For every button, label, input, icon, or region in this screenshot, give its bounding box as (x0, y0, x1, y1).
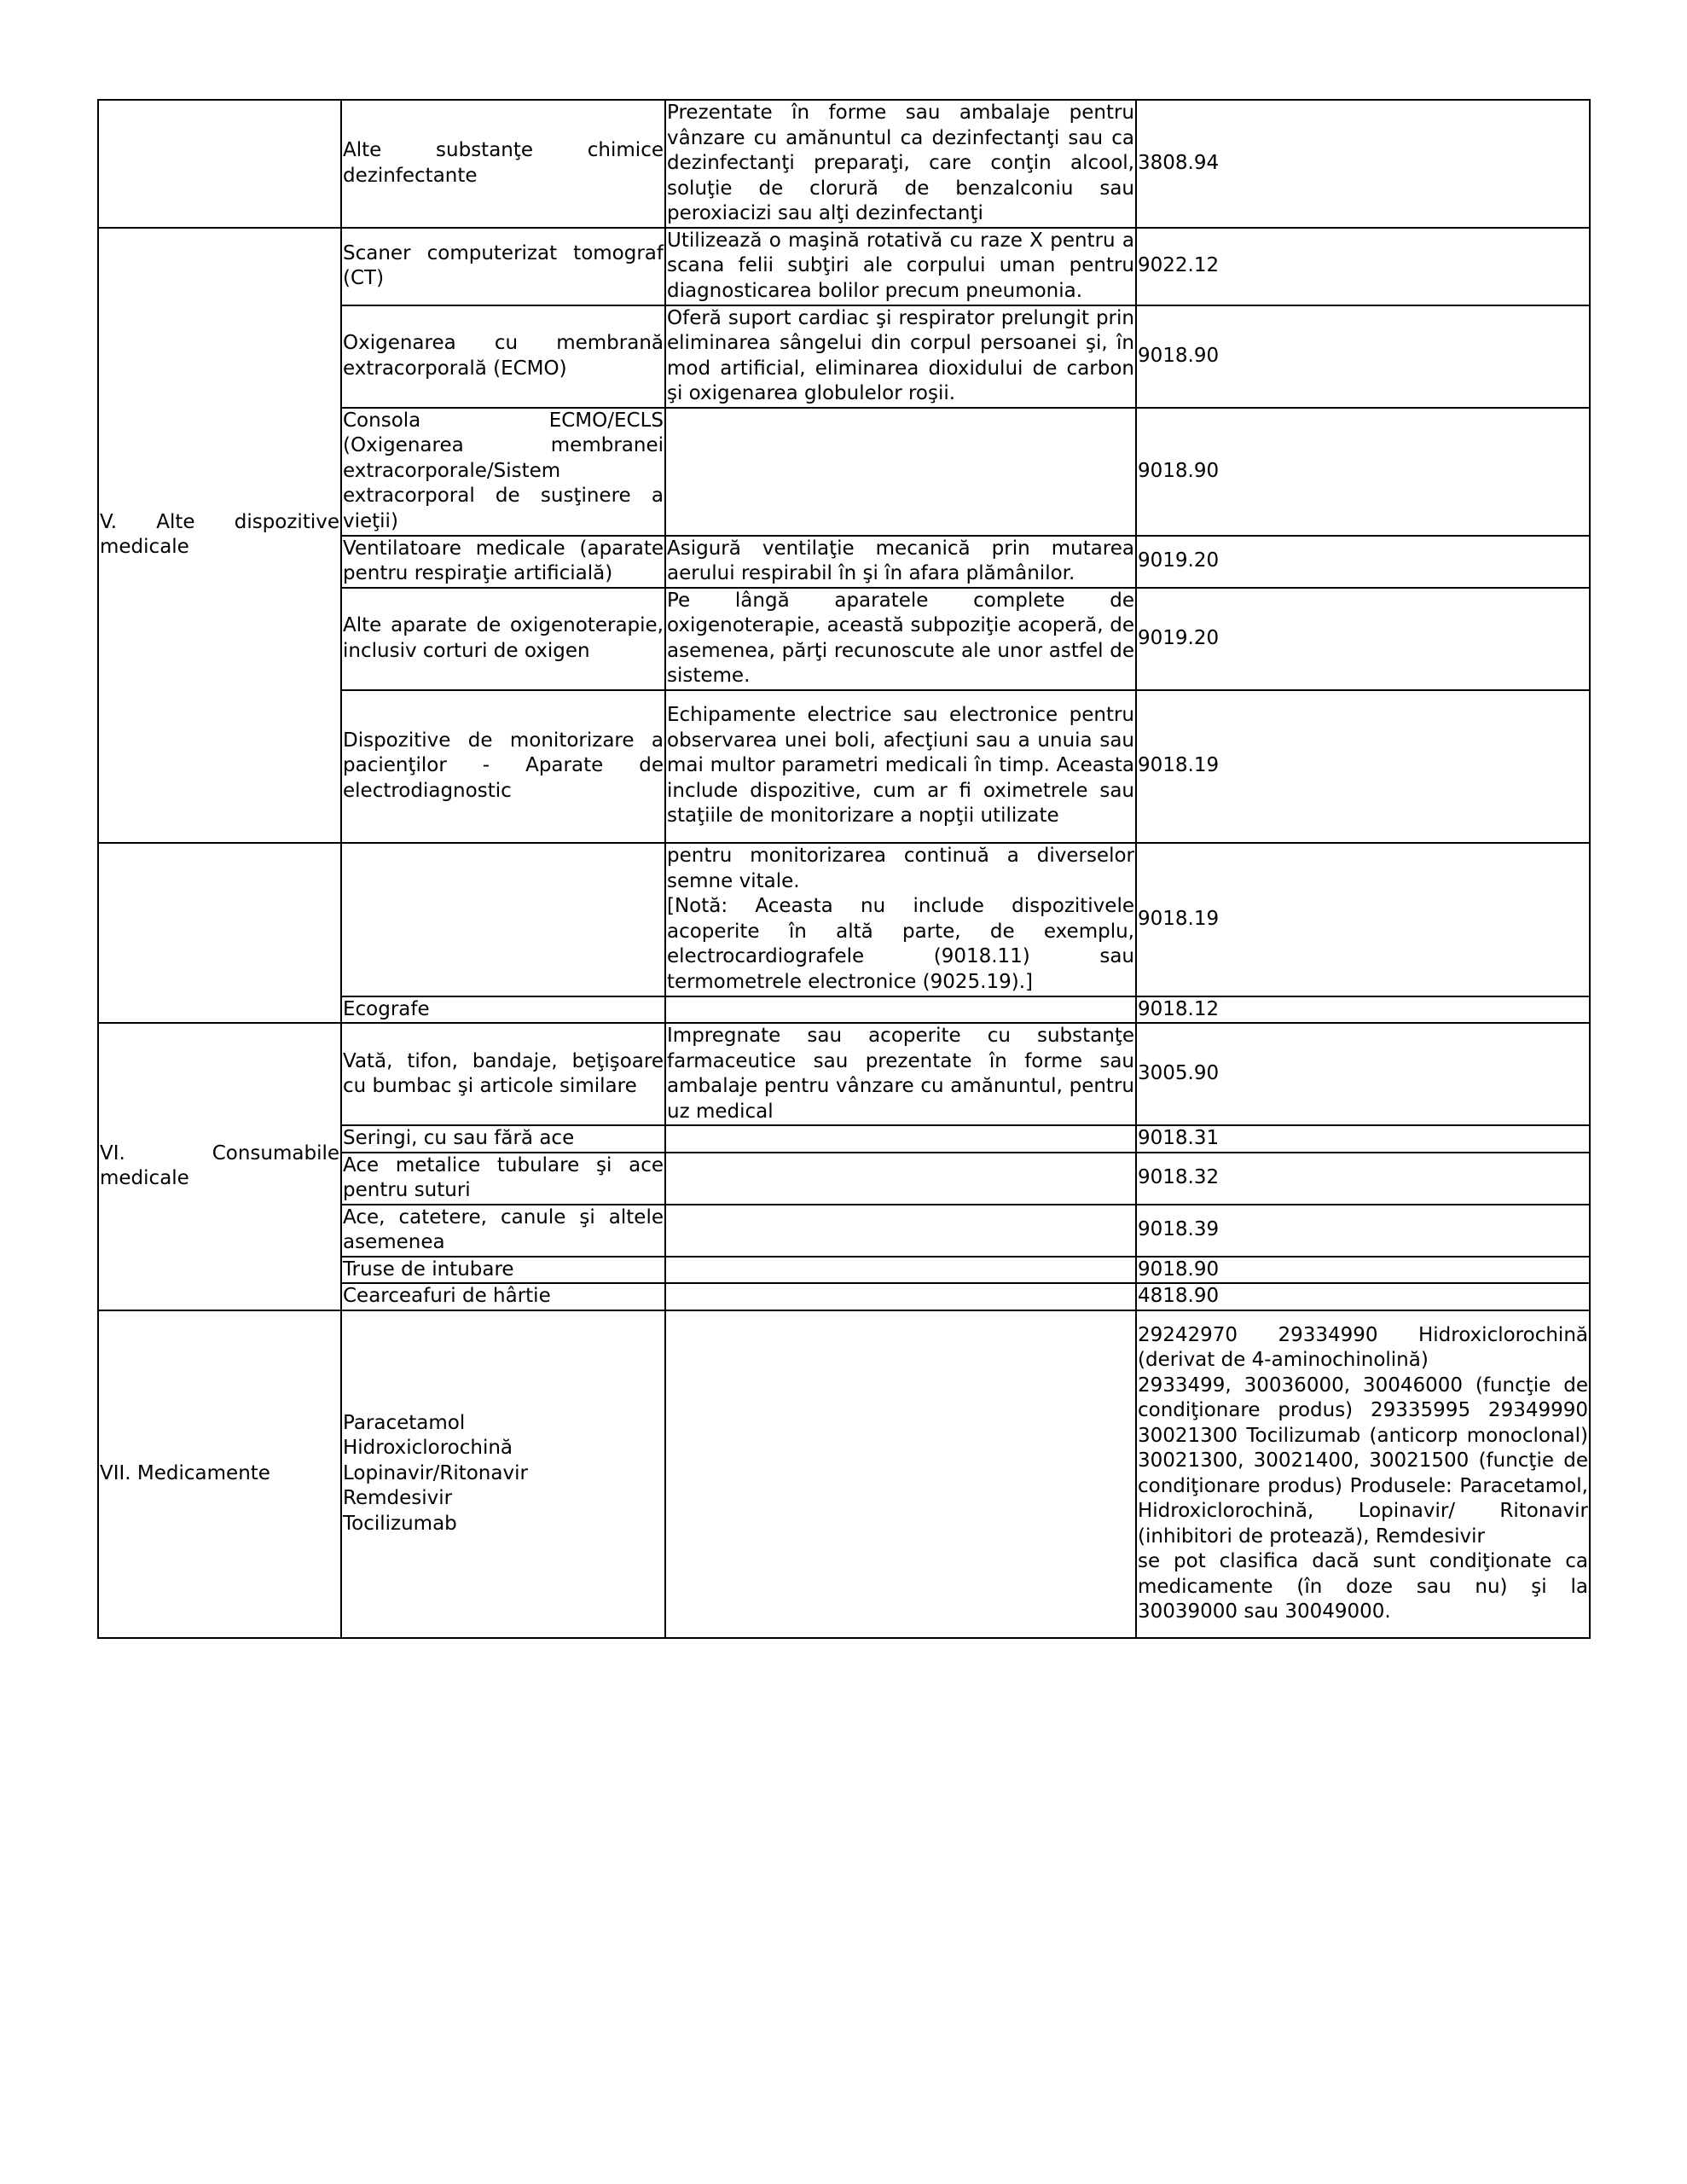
hs-code-cell: 3005.90 (1136, 1023, 1590, 1125)
product-cell: Dispozitive de monitorizare a pacienţilor - Aparate de electrodiagnostic (341, 690, 665, 843)
description-cell: Asigură ventilaţie mecanică prin mutarea aerului respirabil în şi în afara plămânilor. (665, 536, 1136, 588)
hs-code-cell: 4818.90 (1136, 1283, 1590, 1310)
product-cell: Scaner computerizat tomograf (CT) (341, 228, 665, 305)
category-cell-section-vi: VI. Consumabile medicale (98, 1023, 341, 1310)
hs-code-cell: 9018.19 (1136, 690, 1590, 843)
hs-code-cell: 9018.39 (1136, 1205, 1590, 1257)
product-cell: Alte aparate de oxigenoterapie, inclusiv corturi de oxigen (341, 588, 665, 690)
description-cell (665, 1283, 1136, 1310)
description-cell (665, 1310, 1136, 1638)
hs-code-line: se pot clasifica dacă sunt condiţionate ca medicamente (în doze sau nu) şi la 30039000 sau 30049000. (1138, 1550, 1588, 1623)
category-cell-section-v: V. Alte dispozitive medicale (98, 228, 341, 843)
description-line: pentru monitorizarea continuă a diverselor semne vitale. (667, 845, 1134, 892)
description-cell: Pe lângă aparatele complete de oxigenoterapie, această subpoziţie acoperă, de asemenea, părţi recunoscute ale unor astfel de sisteme. (665, 588, 1136, 690)
hs-code-cell: 9019.20 (1136, 588, 1590, 690)
table-row (98, 100, 1590, 228)
description-cell (665, 996, 1136, 1024)
product-cell: Consola ECMO/ECLS (Oxigenarea membranei extracorporale/Sistem extracorporal de susţinere a vieţii) (341, 408, 665, 536)
product-cell: Ace, catetere, canule şi altele asemenea (341, 1205, 665, 1257)
product-cell: Alte substanţe chimice dezinfectante (341, 100, 665, 228)
table-row (98, 228, 1590, 305)
product-cell (341, 1310, 665, 1638)
hs-code-cell: 9018.31 (1136, 1125, 1590, 1153)
description-cell: Echipamente electrice sau electronice pentru observarea unei boli, afecţiuni sau a unuia sau mai multor parametri medicali în timp. Aceasta include dispozitive, cum ar fi oximetrele sau staţiile de monitorizare a nopţii utilizate (665, 690, 1136, 843)
table-row (98, 1023, 1590, 1125)
description-cell (665, 1205, 1136, 1257)
hs-code-cell: 3808.94 (1136, 100, 1590, 228)
description-cell: Utilizează o maşină rotativă cu raze X pentru a scana felii subţiri ale corpului uman pentru diagnosticarea bolilor precum pneumonia. (665, 228, 1136, 305)
product-cell: Oxigenarea cu membrană extracorporală (ECMO) (341, 305, 665, 408)
category-cell-section-vii: VII. Medicamente (98, 1310, 341, 1638)
description-cell (665, 1153, 1136, 1205)
hs-code-line: 2933499, 30036000, 30046000 (funcţie de condiţionare produs) 29335995 29349990 30021300 Tocilizumab (anticorp monoclonal) 30021300, 30021400, 30021500 (funcţie de condiţionare produs) Produsele: Paracetamol, Hidroxiclorochină, Lopinavir/ Ritonavir (inhibitori de protează), Remdesivir (1138, 1374, 1588, 1548)
hs-code-cell: 9018.90 (1136, 408, 1590, 536)
category-cell (98, 843, 341, 1024)
hs-code-line: 29242970 29334990 Hidroxiclorochină (derivat de 4-aminochinolină) (1138, 1323, 1588, 1371)
product-cell: Ventilatoare medicale (aparate pentru respiraţie artificială) (341, 536, 665, 588)
description-note: [Notă: Aceasta nu include dispozitivele acoperite în altă parte, de exemplu, electrocardiografele (9018.11) sau termometrele electronice (9025.19).] (667, 895, 1134, 993)
product-cell (341, 843, 665, 996)
medicine-name: Paracetamol (343, 1411, 466, 1434)
medicine-name: Hidroxiclorochină (343, 1437, 513, 1460)
product-cell: Cearceafuri de hârtie (341, 1283, 665, 1310)
description-cell (665, 843, 1136, 996)
product-cell: Vată, tifon, bandaje, beţişoare cu bumbac şi articole similare (341, 1023, 665, 1125)
hs-code-cell: 9019.20 (1136, 536, 1590, 588)
description-cell (665, 1125, 1136, 1153)
description-cell (665, 1257, 1136, 1284)
medicine-name: Tocilizumab (343, 1512, 457, 1535)
medicine-name: Remdesivir (343, 1487, 453, 1510)
description-cell: Oferă suport cardiac şi respirator prelungit prin eliminarea sângelui din corpul persoanei şi, în mod artificial, eliminarea dioxidului de carbon şi oxigenarea globulelor roşii. (665, 305, 1136, 408)
hs-code-cell: 9022.12 (1136, 228, 1590, 305)
product-cell: Seringi, cu sau fără ace (341, 1125, 665, 1153)
category-cell (98, 100, 341, 228)
hs-code-cell: 9018.32 (1136, 1153, 1590, 1205)
table-row (98, 1310, 1590, 1638)
description-cell (665, 408, 1136, 536)
table-row (98, 843, 1590, 996)
hs-code-cell: 9018.19 (1136, 843, 1590, 996)
description-cell: Impregnate sau acoperite cu substanţe farmaceutice sau prezentate în forme sau ambalaje pentru vânzare cu amănuntul, pentru uz medical (665, 1023, 1136, 1125)
product-cell: Ecografe (341, 996, 665, 1024)
hs-code-cell (1136, 1310, 1590, 1638)
medicine-name: Lopinavir/Ritonavir (343, 1461, 528, 1484)
hs-code-cell: 9018.12 (1136, 996, 1590, 1024)
description-cell: Prezentate în forme sau ambalaje pentru vânzare cu amănuntul ca dezinfectanţi sau ca dezinfectanţi preparaţi, care conţin alcool, soluţie de clorură de benzalconiu sau peroxiacizi sau alţi dezinfectanţi (665, 100, 1136, 228)
product-cell: Ace metalice tubulare şi ace pentru suturi (341, 1153, 665, 1205)
hs-code-cell: 9018.90 (1136, 305, 1590, 408)
hs-codes-table (97, 99, 1591, 1639)
product-cell: Truse de intubare (341, 1257, 665, 1284)
hs-code-cell: 9018.90 (1136, 1257, 1590, 1284)
